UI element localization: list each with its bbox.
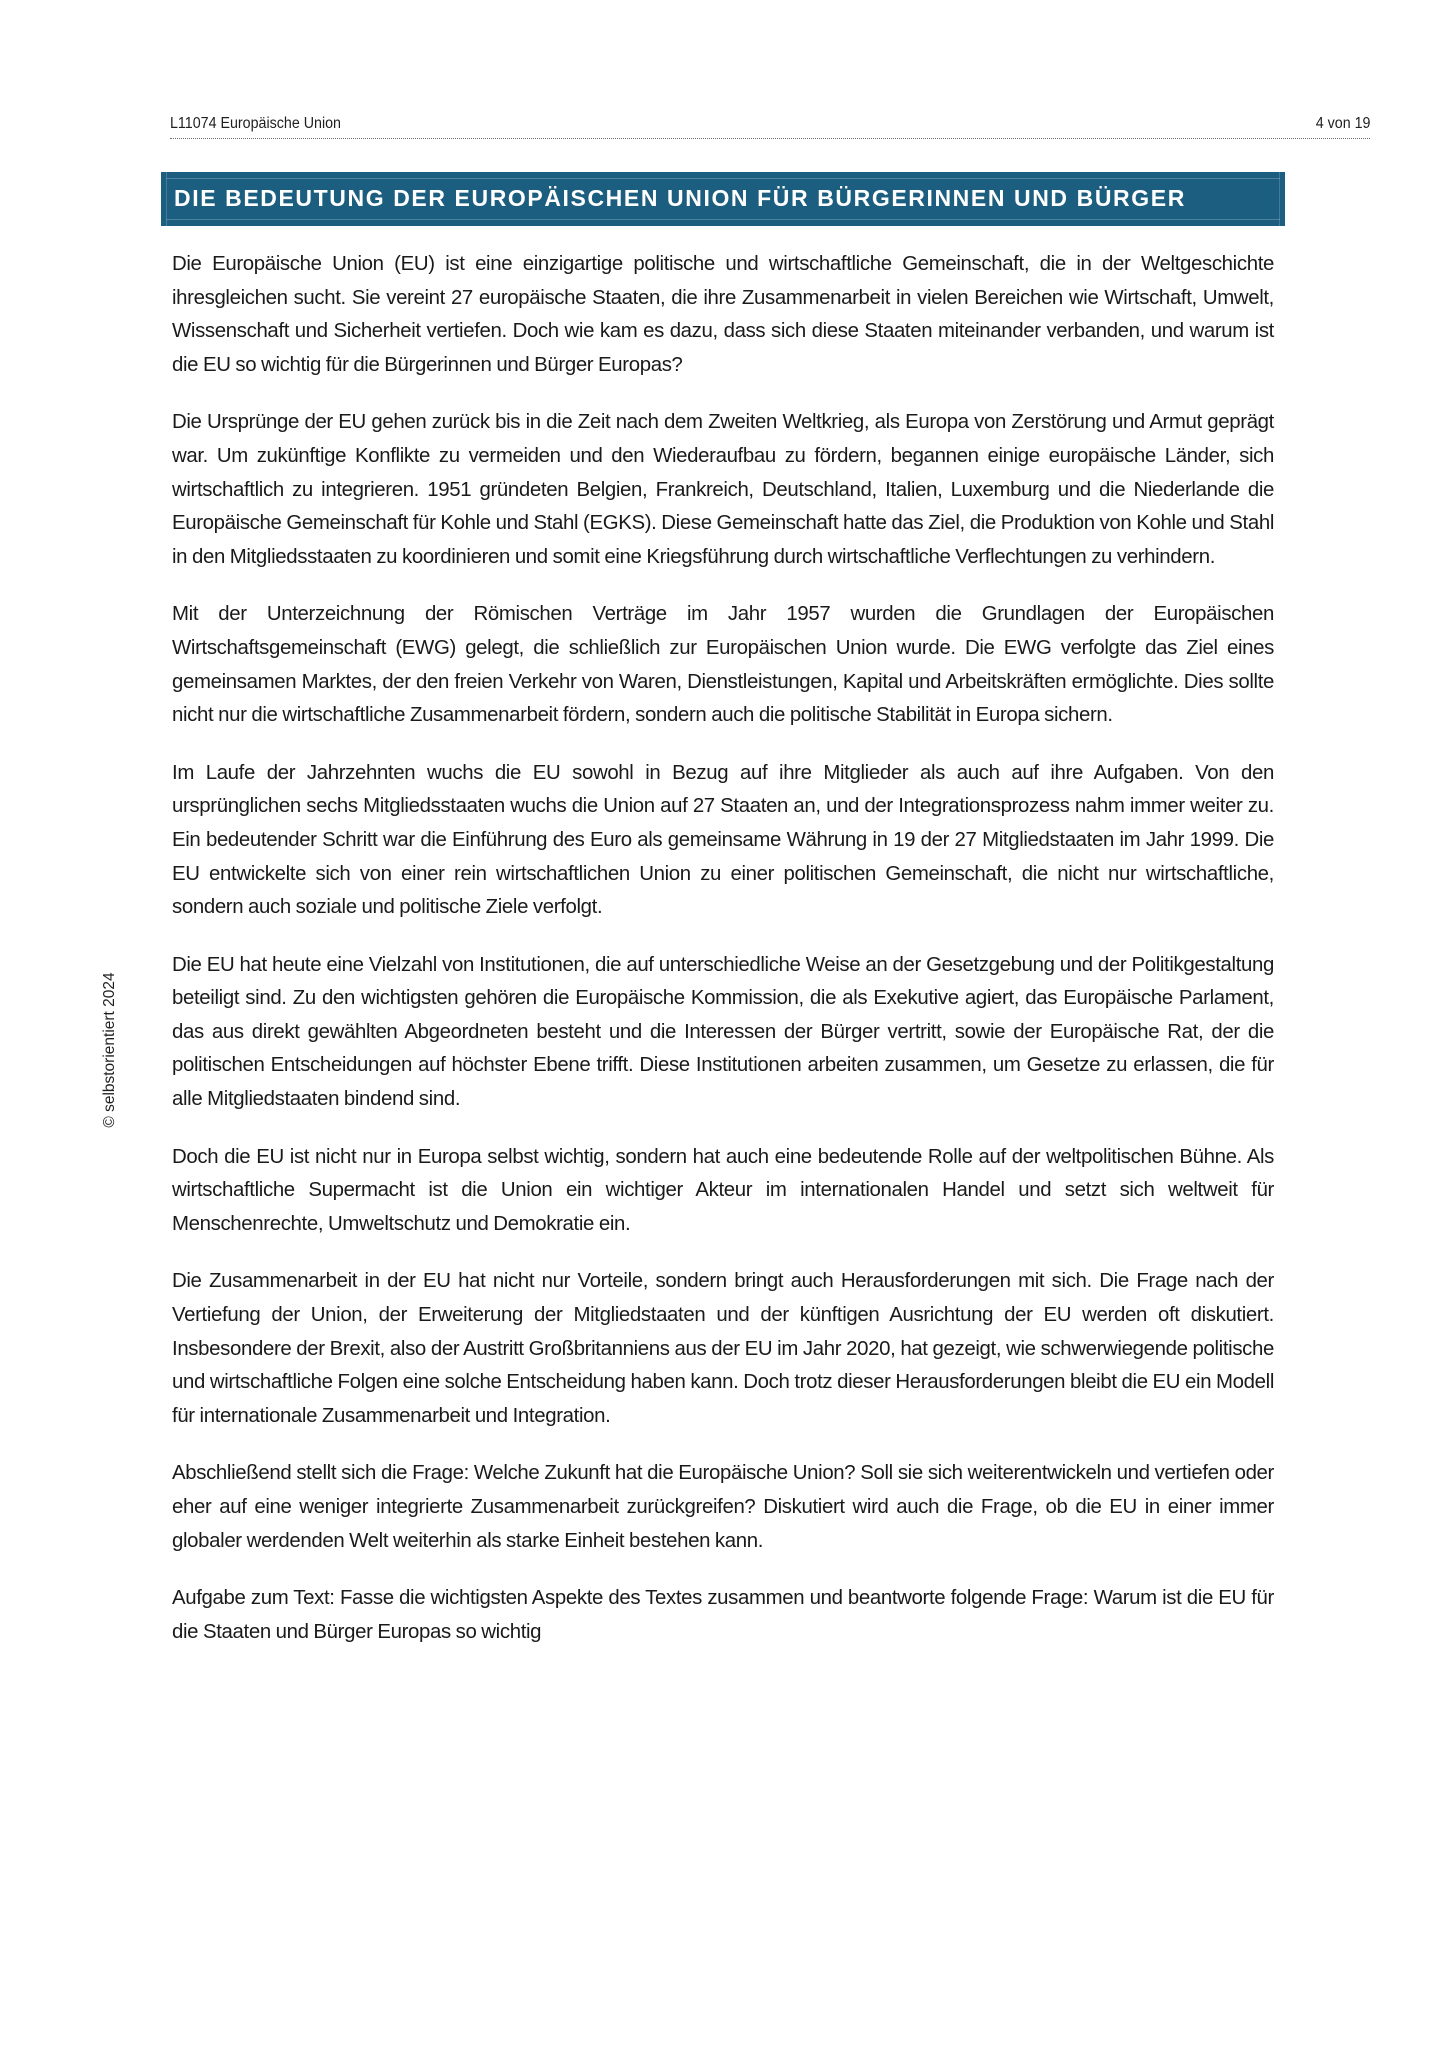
- paragraph-origins: Die Ursprünge der EU gehen zurück bis in die Zeit nach dem Zweiten Weltkrieg, als Europa von Zerstörung und Armut geprägt war. Um zukünftige Konflikte zu vermeiden und den Wiederaufbau zu fördern, begannen einige europäische Länder, sich wirtschaftlich zu integrieren. 1951 gründeten Belgien, Frankreich, Deutschland, Italien, Luxemburg und die Niederlande die Europäische Gemeinschaft für Kohle und Stahl (EGKS). Diese Gemeinschaft hatte das Ziel, die Produktion von Kohle und Stahl in den Mitgliedsstaaten zu koordinieren und somit eine Kriegsführung durch wirtschaftliche Verflechtungen zu verhindern.: [172, 411, 1274, 568]
- paragraph-world-role: Doch die EU ist nicht nur in Europa selbst wichtig, sondern hat auch eine bedeutende Rolle auf der weltpolitischen Bühne. Als wirtschaftliche Supermacht ist die Union ein wichtiger Akteur im internationalen Handel und setzt sich weltweit für Menschenrechte, Umweltschutz und Demokratie ein.: [172, 1145, 1274, 1235]
- running-header: [170, 112, 1370, 139]
- paragraph-roman-treaties: Mit der Unterzeichnung der Römischen Verträge im Jahr 1957 wurden die Grundlagen der Europäischen Wirtschaftsgemeinschaft (EWG) gelegt, die schließlich zur Europäischen Union wurde. Die EWG verfolgte das Ziel eines gemeinsamen Marktes, der den freien Verkehr von Waren, Dienstleistungen, Kapital und Arbeitskräften ermöglichte. Dies sollte nicht nur die wirtschaftliche Zusammenarbeit fördern, sondern auch die politische Stabilität in Europa sichern.: [172, 603, 1274, 727]
- section-title: DIE BEDEUTUNG DER EUROPÄISCHEN UNION FÜR BÜRGERINNEN UND BÜRGER: [174, 185, 1186, 211]
- paragraph-intro: Die Europäische Union (EU) ist eine einzigartige politische und wirtschaftliche Gemeinschaft, die in der Weltgeschichte ihresgleichen sucht. Sie vereint 27 europäische Staaten, die ihre Zusammenarbeit in vielen Bereichen wie Wirtschaft, Umwelt, Wissenschaft und Sicherheit vertiefen. Doch wie kam es dazu, dass sich diese Staaten miteinander verbanden, und warum ist die EU so wichtig für die Bürgerinnen und Bürger Europas?: [172, 253, 1274, 376]
- copyright-note: © selbstorientiert 2024: [101, 972, 118, 1128]
- page-number: 4 von 19: [1315, 115, 1370, 132]
- paragraph-growth: Im Laufe der Jahrzehnten wuchs die EU sowohl in Bezug auf ihre Mitglieder als auch auf ihre Aufgaben. Von den ursprünglichen sechs Mitgliedsstaaten wuchs die Union auf 27 Staaten an, und der Integrationsprozess nahm immer weiter zu. Ein bedeutender Schritt war die Einführung des Euro als gemeinsame Währung in 19 der 27 Mitgliedstaaten im Jahr 1999. Die EU entwickelte sich von einer rein wirtschaftlichen Union zu einer politischen Gemeinschaft, die nicht nur wirtschaftliche, sondern auch soziale und politische Ziele verfolgt.: [172, 761, 1274, 919]
- document-title: L11074 Europäische Union: [170, 115, 341, 132]
- section-title-bar: [161, 172, 1285, 226]
- paragraph-challenges: Die Zusammenarbeit in der EU hat nicht nur Vorteile, sondern bringt auch Herausforderungen mit sich. Die Frage nach der Vertiefung der Union, der Erweiterung der Mitgliedstaaten und der künftigen Ausrichtung der EU werden oft diskutiert. Insbesondere der Brexit, also der Austritt Großbritanniens aus der EU im Jahr 2020, hat gezeigt, wie schwerwiegende politische und wirtschaftliche Folgen eine solche Entscheidung haben kann. Doch trotz dieser Herausforderungen bleibt die EU ein Modell für internationale Zusammenarbeit und Integration.: [172, 1270, 1274, 1427]
- paragraph-institutions: Die EU hat heute eine Vielzahl von Institutionen, die auf unterschiedliche Weise an der Gesetzgebung und der Politikgestaltung beteiligt sind. Zu den wichtigsten gehören die Europäische Kommission, die als Exekutive agiert, das Europäische Parlament, das aus direkt gewählten Abgeordneten besteht und die Interessen der Bürger vertritt, sowie der Europäische Rat, der die politischen Entscheidungen auf höchster Ebene trifft. Diese Institutionen arbeiten zusammen, um Gesetze zu erlassen, die für alle Mitgliedstaaten bindend sind.: [172, 953, 1274, 1111]
- task-instruction: Aufgabe zum Text: Fasse die wichtigsten Aspekte des Textes zusammen und beantworte folgende Frage: Warum ist die EU für die Staaten und Bürger Europas so wichtig: [172, 1587, 1274, 1643]
- paragraph-future: Abschließend stellt sich die Frage: Welche Zukunft hat die Europäische Union? Soll sie sich weiterentwickeln und vertiefen oder eher auf eine weniger integrierte Zusammenarbeit zurückgreifen? Diskutiert wird auch die Frage, ob die EU in einer immer globaler werdenden Welt weiterhin als starke Einheit bestehen kann.: [172, 1462, 1274, 1552]
- body-text: [172, 248, 1274, 1673]
